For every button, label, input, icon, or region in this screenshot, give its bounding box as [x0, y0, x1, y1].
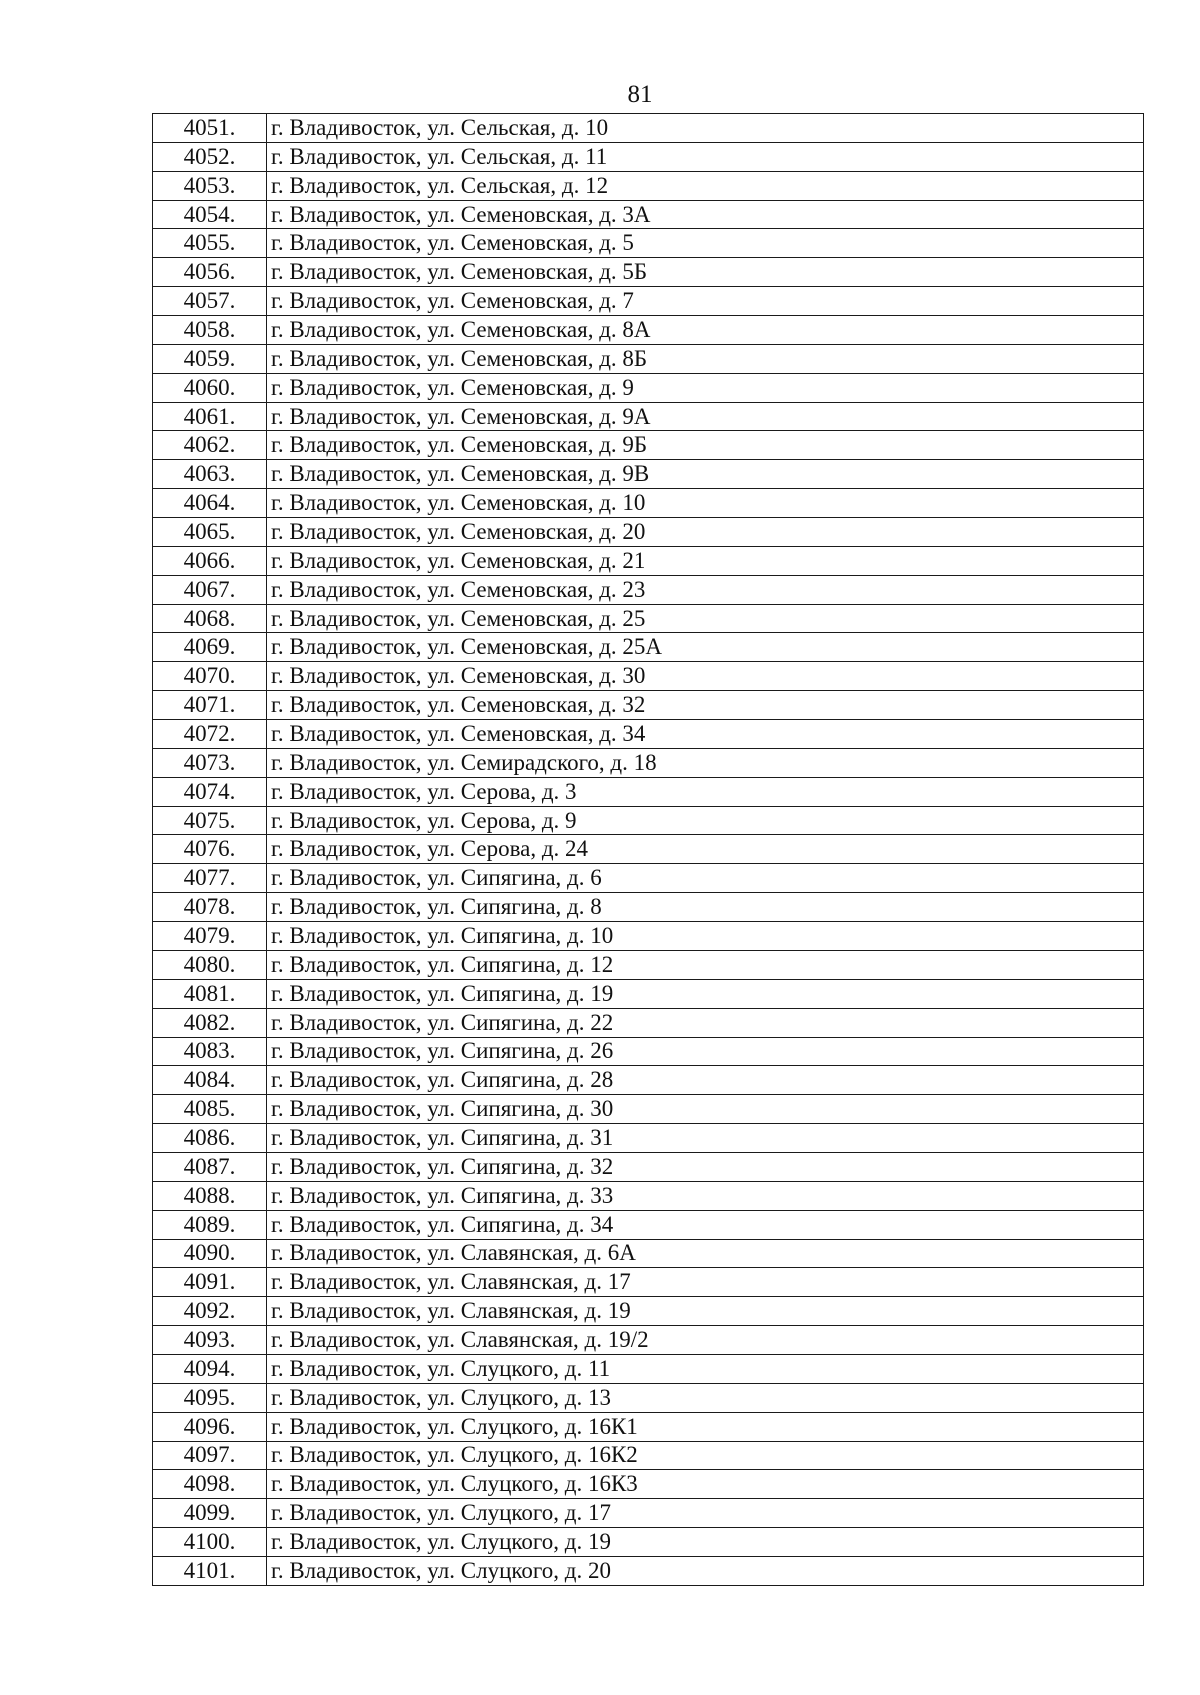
- row-address: г. Владивосток, ул. Сипягина, д. 28: [267, 1066, 1144, 1095]
- row-number: 4088.: [153, 1181, 267, 1210]
- row-address: г. Владивосток, ул. Сипягина, д. 10: [267, 922, 1144, 951]
- row-address: г. Владивосток, ул. Слуцкого, д. 16К2: [267, 1441, 1144, 1470]
- row-number: 4101.: [153, 1556, 267, 1585]
- table-row: [153, 893, 1144, 922]
- row-number: 4055.: [153, 229, 267, 258]
- row-number: 4057.: [153, 287, 267, 316]
- table-row: [153, 720, 1144, 749]
- row-address: г. Владивосток, ул. Сипягина, д. 8: [267, 893, 1144, 922]
- address-table-body: [153, 114, 1144, 1586]
- table-row: [153, 258, 1144, 287]
- row-number: 4084.: [153, 1066, 267, 1095]
- row-address: г. Владивосток, ул. Семеновская, д. 25А: [267, 633, 1144, 662]
- table-row: [153, 922, 1144, 951]
- row-address: г. Владивосток, ул. Семеновская, д. 25: [267, 604, 1144, 633]
- table-row: [153, 316, 1144, 345]
- row-address: г. Владивосток, ул. Семеновская, д. 5Б: [267, 258, 1144, 287]
- table-row: [153, 1095, 1144, 1124]
- row-number: 4092.: [153, 1297, 267, 1326]
- table-row: [153, 1008, 1144, 1037]
- row-address: г. Владивосток, ул. Слуцкого, д. 20: [267, 1556, 1144, 1585]
- row-address: г. Владивосток, ул. Семеновская, д. 21: [267, 546, 1144, 575]
- table-row: [153, 1499, 1144, 1528]
- row-number: 4054.: [153, 200, 267, 229]
- row-number: 4060.: [153, 373, 267, 402]
- table-row: [153, 806, 1144, 835]
- row-address: г. Владивосток, ул. Сипягина, д. 33: [267, 1181, 1144, 1210]
- row-number: 4083.: [153, 1037, 267, 1066]
- table-row: [153, 1412, 1144, 1441]
- row-address: г. Владивосток, ул. Сипягина, д. 34: [267, 1210, 1144, 1239]
- row-number: 4062.: [153, 431, 267, 460]
- row-address: г. Владивосток, ул. Семеновская, д. 8Б: [267, 344, 1144, 373]
- table-row: [153, 1297, 1144, 1326]
- table-row: [153, 1210, 1144, 1239]
- row-address: г. Владивосток, ул. Славянская, д. 19/2: [267, 1326, 1144, 1355]
- row-number: 4073.: [153, 748, 267, 777]
- address-table: [152, 113, 1144, 1586]
- table-row: [153, 1354, 1144, 1383]
- row-number: 4095.: [153, 1383, 267, 1412]
- table-row: [153, 402, 1144, 431]
- row-number: 4052.: [153, 142, 267, 171]
- table-row: [153, 344, 1144, 373]
- row-number: 4063.: [153, 460, 267, 489]
- row-address: г. Владивосток, ул. Сипягина, д. 26: [267, 1037, 1144, 1066]
- table-row: [153, 1037, 1144, 1066]
- row-number: 4082.: [153, 1008, 267, 1037]
- table-row: [153, 575, 1144, 604]
- row-address: г. Владивосток, ул. Сипягина, д. 19: [267, 979, 1144, 1008]
- row-address: г. Владивосток, ул. Сельская, д. 12: [267, 171, 1144, 200]
- table-row: [153, 489, 1144, 518]
- row-address: г. Владивосток, ул. Семеновская, д. 9: [267, 373, 1144, 402]
- table-row: [153, 1383, 1144, 1412]
- table-row: [153, 1181, 1144, 1210]
- row-number: 4086.: [153, 1124, 267, 1153]
- table-row: [153, 1556, 1144, 1585]
- row-number: 4071.: [153, 691, 267, 720]
- row-number: 4051.: [153, 114, 267, 143]
- row-address: г. Владивосток, ул. Семеновская, д. 10: [267, 489, 1144, 518]
- row-number: 4058.: [153, 316, 267, 345]
- row-number: 4089.: [153, 1210, 267, 1239]
- row-address: г. Владивосток, ул. Сипягина, д. 30: [267, 1095, 1144, 1124]
- row-number: 4098.: [153, 1470, 267, 1499]
- row-number: 4076.: [153, 835, 267, 864]
- table-row: [153, 229, 1144, 258]
- row-number: 4099.: [153, 1499, 267, 1528]
- row-address: г. Владивосток, ул. Слуцкого, д. 13: [267, 1383, 1144, 1412]
- table-row: [153, 864, 1144, 893]
- row-number: 4067.: [153, 575, 267, 604]
- row-address: г. Владивосток, ул. Сипягина, д. 32: [267, 1152, 1144, 1181]
- row-address: г. Владивосток, ул. Слуцкого, д. 11: [267, 1354, 1144, 1383]
- table-row: [153, 373, 1144, 402]
- row-address: г. Владивосток, ул. Семеновская, д. 23: [267, 575, 1144, 604]
- row-address: г. Владивосток, ул. Слуцкого, д. 16К1: [267, 1412, 1144, 1441]
- row-address: г. Владивосток, ул. Славянская, д. 17: [267, 1268, 1144, 1297]
- row-number: 4068.: [153, 604, 267, 633]
- row-address: г. Владивосток, ул. Сельская, д. 11: [267, 142, 1144, 171]
- table-row: [153, 1124, 1144, 1153]
- table-row: [153, 835, 1144, 864]
- table-row: [153, 1470, 1144, 1499]
- table-row: [153, 1152, 1144, 1181]
- row-number: 4091.: [153, 1268, 267, 1297]
- row-number: 4079.: [153, 922, 267, 951]
- table-row: [153, 200, 1144, 229]
- table-row: [153, 691, 1144, 720]
- row-number: 4096.: [153, 1412, 267, 1441]
- row-number: 4093.: [153, 1326, 267, 1355]
- row-number: 4094.: [153, 1354, 267, 1383]
- table-row: [153, 114, 1144, 143]
- row-address: г. Владивосток, ул. Серова, д. 3: [267, 777, 1144, 806]
- table-row: [153, 979, 1144, 1008]
- row-number: 4087.: [153, 1152, 267, 1181]
- row-number: 4078.: [153, 893, 267, 922]
- row-address: г. Владивосток, ул. Сипягина, д. 12: [267, 950, 1144, 979]
- table-row: [153, 1268, 1144, 1297]
- row-address: г. Владивосток, ул. Сельская, д. 10: [267, 114, 1144, 143]
- table-row: [153, 1528, 1144, 1557]
- row-number: 4097.: [153, 1441, 267, 1470]
- row-number: 4072.: [153, 720, 267, 749]
- row-address: г. Владивосток, ул. Сипягина, д. 31: [267, 1124, 1144, 1153]
- row-number: 4056.: [153, 258, 267, 287]
- row-address: г. Владивосток, ул. Слуцкого, д. 16К3: [267, 1470, 1144, 1499]
- row-number: 4077.: [153, 864, 267, 893]
- table-row: [153, 1441, 1144, 1470]
- row-address: г. Владивосток, ул. Сипягина, д. 6: [267, 864, 1144, 893]
- row-address: г. Владивосток, ул. Семеновская, д. 3А: [267, 200, 1144, 229]
- table-row: [153, 777, 1144, 806]
- table-row: [153, 748, 1144, 777]
- row-address: г. Владивосток, ул. Семеновская, д. 34: [267, 720, 1144, 749]
- row-number: 4081.: [153, 979, 267, 1008]
- row-number: 4069.: [153, 633, 267, 662]
- table-row: [153, 1326, 1144, 1355]
- table-row: [153, 171, 1144, 200]
- row-number: 4074.: [153, 777, 267, 806]
- table-row: [153, 950, 1144, 979]
- row-number: 4065.: [153, 518, 267, 547]
- row-address: г. Владивосток, ул. Славянская, д. 19: [267, 1297, 1144, 1326]
- row-address: г. Владивосток, ул. Славянская, д. 6А: [267, 1239, 1144, 1268]
- row-address: г. Владивосток, ул. Серова, д. 24: [267, 835, 1144, 864]
- table-row: [153, 546, 1144, 575]
- page-number: 81: [627, 81, 653, 108]
- table-row: [153, 142, 1144, 171]
- table-row: [153, 518, 1144, 547]
- row-number: 4053.: [153, 171, 267, 200]
- row-address: г. Владивосток, ул. Семеновская, д. 30: [267, 662, 1144, 691]
- row-address: г. Владивосток, ул. Слуцкого, д. 17: [267, 1499, 1144, 1528]
- row-address: г. Владивосток, ул. Семеновская, д. 20: [267, 518, 1144, 547]
- row-number: 4059.: [153, 344, 267, 373]
- table-row: [153, 1239, 1144, 1268]
- row-address: г. Владивосток, ул. Семеновская, д. 8А: [267, 316, 1144, 345]
- row-number: 4075.: [153, 806, 267, 835]
- row-address: г. Владивосток, ул. Семеновская, д. 32: [267, 691, 1144, 720]
- row-address: г. Владивосток, ул. Семеновская, д. 7: [267, 287, 1144, 316]
- row-address: г. Владивосток, ул. Семеновская, д. 5: [267, 229, 1144, 258]
- row-number: 4085.: [153, 1095, 267, 1124]
- table-row: [153, 633, 1144, 662]
- table-row: [153, 604, 1144, 633]
- row-number: 4064.: [153, 489, 267, 518]
- table-row: [153, 460, 1144, 489]
- row-address: г. Владивосток, ул. Семирадского, д. 18: [267, 748, 1144, 777]
- row-number: 4066.: [153, 546, 267, 575]
- row-address: г. Владивосток, ул. Семеновская, д. 9А: [267, 402, 1144, 431]
- row-number: 4070.: [153, 662, 267, 691]
- row-address: г. Владивосток, ул. Семеновская, д. 9Б: [267, 431, 1144, 460]
- table-row: [153, 287, 1144, 316]
- table-row: [153, 662, 1144, 691]
- row-address: г. Владивосток, ул. Серова, д. 9: [267, 806, 1144, 835]
- row-number: 4061.: [153, 402, 267, 431]
- row-number: 4090.: [153, 1239, 267, 1268]
- table-row: [153, 1066, 1144, 1095]
- row-number: 4080.: [153, 950, 267, 979]
- row-number: 4100.: [153, 1528, 267, 1557]
- table-row: [153, 431, 1144, 460]
- row-address: г. Владивосток, ул. Семеновская, д. 9В: [267, 460, 1144, 489]
- row-address: г. Владивосток, ул. Слуцкого, д. 19: [267, 1528, 1144, 1557]
- row-address: г. Владивосток, ул. Сипягина, д. 22: [267, 1008, 1144, 1037]
